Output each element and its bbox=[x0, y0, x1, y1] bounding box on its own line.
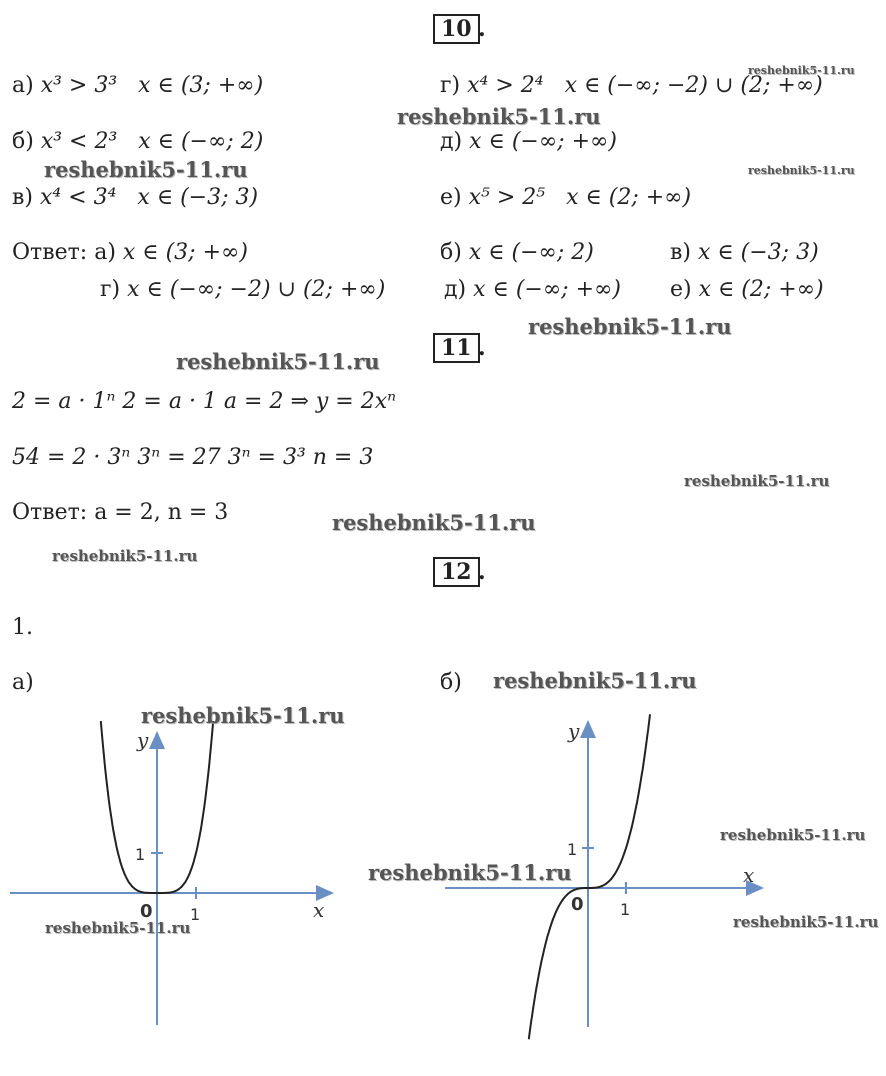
graph-a-tick-x-label: 1 bbox=[190, 905, 201, 924]
task11-line2: 54 = 2 · 3ⁿ 3ⁿ = 27 3ⁿ = 3³ n = 3 bbox=[12, 445, 374, 470]
watermark: reshebnik5-11.ru bbox=[141, 703, 345, 728]
watermark: reshebnik5-11.ru bbox=[44, 157, 248, 182]
task12-item: 1. bbox=[12, 615, 33, 640]
task-10-dot: . bbox=[478, 16, 486, 42]
watermark: reshebnik5-11.ru bbox=[720, 826, 866, 844]
task10-answer-e: е) x ∈ (2; +∞) bbox=[670, 277, 824, 302]
graph-a-axis-y-label: y bbox=[137, 728, 149, 752]
task10-answer-row1: Ответ: а) x ∈ (3; +∞) bbox=[12, 240, 248, 265]
task-11-number: 11 bbox=[433, 333, 480, 363]
task10-a: а) x³ > 3³ x ∈ (3; +∞) bbox=[12, 73, 264, 98]
graph-a bbox=[0, 715, 360, 1055]
graph-b-axis-y-label: y bbox=[568, 719, 580, 743]
task10-answer-g: г) x ∈ (−∞; −2) ∪ (2; +∞) bbox=[100, 277, 386, 302]
task10-answer-d: д) x ∈ (−∞; +∞) bbox=[444, 277, 621, 302]
graph-b-label: б) bbox=[440, 670, 462, 695]
task10-d: д) x ∈ (−∞; +∞) bbox=[440, 129, 617, 154]
task10-answer-b: б) x ∈ (−∞; 2) bbox=[440, 240, 594, 265]
graph-a-axis-x-label: x bbox=[313, 898, 325, 922]
watermark: reshebnik5-11.ru bbox=[332, 510, 536, 535]
watermark: reshebnik5-11.ru bbox=[176, 349, 380, 374]
task10-answer-v: в) x ∈ (−3; 3) bbox=[670, 240, 819, 265]
watermark: reshebnik5-11.ru bbox=[748, 64, 855, 77]
task-12-dot: . bbox=[478, 559, 486, 585]
task-11-dot: . bbox=[478, 335, 486, 361]
task10-e: е) x⁵ > 2⁵ x ∈ (2; +∞) bbox=[440, 185, 692, 210]
graph-a-tick-y-label: 1 bbox=[135, 845, 146, 864]
watermark: reshebnik5-11.ru bbox=[684, 472, 830, 490]
task-12-number: 12 bbox=[433, 557, 480, 587]
task10-g: г) x⁴ > 2⁴ x ∈ (−∞; −2) ∪ (2; +∞) bbox=[440, 73, 823, 98]
watermark: reshebnik5-11.ru bbox=[733, 913, 879, 931]
graph-b-tick-x-label: 1 bbox=[620, 900, 631, 919]
task10-b: б) x³ < 2³ x ∈ (−∞; 2) bbox=[12, 129, 264, 154]
task-10-number: 10 bbox=[433, 14, 480, 44]
watermark: reshebnik5-11.ru bbox=[528, 314, 732, 339]
watermark: reshebnik5-11.ru bbox=[368, 860, 572, 885]
watermark: reshebnik5-11.ru bbox=[748, 164, 855, 177]
watermark: reshebnik5-11.ru bbox=[397, 104, 601, 129]
task11-answer: Ответ: a = 2, n = 3 bbox=[12, 500, 229, 525]
watermark: reshebnik5-11.ru bbox=[45, 919, 191, 937]
graph-b-axis-x-label: x bbox=[743, 863, 755, 887]
watermark: reshebnik5-11.ru bbox=[52, 547, 198, 565]
graph-b-tick-y-label: 1 bbox=[567, 840, 578, 859]
graph-a-origin: 0 bbox=[140, 901, 153, 922]
task11-line1: 2 = a · 1ⁿ 2 = a · 1 a = 2 ⇒ y = 2xⁿ bbox=[12, 389, 397, 414]
task10-v: в) x⁴ < 3⁴ x ∈ (−3; 3) bbox=[12, 185, 259, 210]
graph-b-origin: 0 bbox=[571, 894, 584, 915]
watermark: reshebnik5-11.ru bbox=[493, 668, 697, 693]
graph-a-label: а) bbox=[12, 670, 34, 695]
